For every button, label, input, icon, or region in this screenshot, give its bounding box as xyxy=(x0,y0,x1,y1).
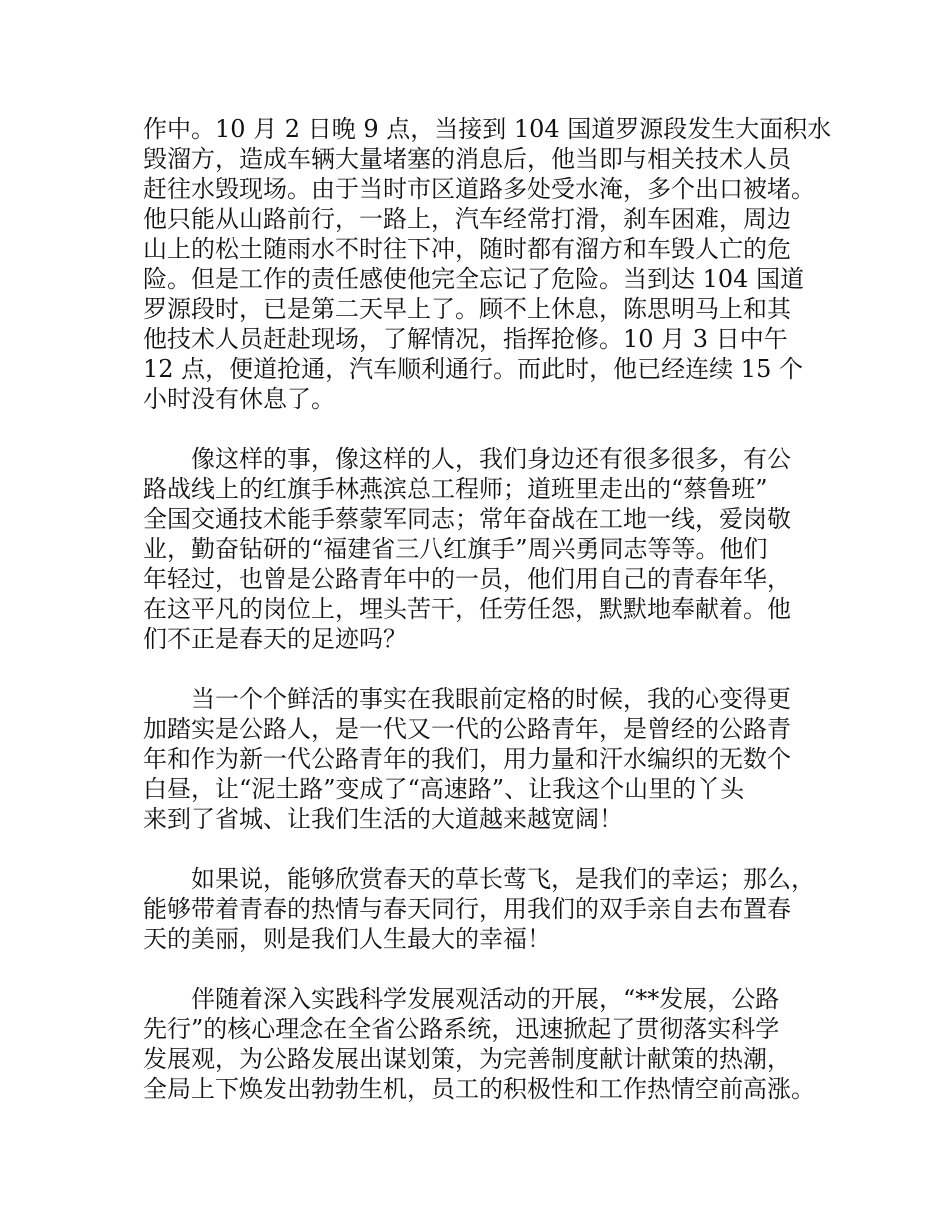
paragraph-2 xyxy=(143,444,833,654)
text-line: 险。但是工作的责任感使他完全忘记了危险。当到达 104 国道 xyxy=(143,265,805,293)
text-line: 先行”的核心理念在全省公路系统，迅速掀起了贯彻落实科学 xyxy=(143,1015,780,1043)
text-line: 全局上下焕发出勃勃生机，员工的积极性和工作热情空前高涨。 xyxy=(143,1075,815,1103)
text-line: 天的美丽，则是我们人生最大的幸福！ xyxy=(143,925,551,953)
text-line: 发展观，为公路发展出谋划策，为完善制度献计献策的热潮， xyxy=(143,1045,791,1073)
text-line: 年轻过，也曾是公路青年中的一员，他们用自己的青春年华， xyxy=(143,565,791,593)
text-line: 山上的松土随雨水不时往下冲，随时都有溜方和车毁人亡的危 xyxy=(143,235,791,263)
text-line: 当一个个鲜活的事实在我眼前定格的时候，我的心变得更 xyxy=(143,685,791,713)
text-line: 白昼，让“泥土路”变成了“高速路”、让我这个山里的丫头 xyxy=(143,775,745,803)
text-line: 他技术人员赶赴现场，了解情况，指挥抢修。10 月 3 日中午 xyxy=(143,325,788,353)
text-line: 作中。10 月 2 日晚 9 点，当接到 104 国道罗源段发生大面积水 xyxy=(143,115,832,143)
text-line: 赶往水毁现场。由于当时市区道路多处受水淹，多个出口被堵。 xyxy=(143,175,815,203)
text-line: 全国交通技术能手蔡蒙军同志；常年奋战在工地一线，爱岗敬 xyxy=(143,505,791,533)
text-line: 业，勤奋钻研的“福建省三八红旗手”周兴勇同志等等。他们 xyxy=(143,535,768,563)
document-body xyxy=(143,114,833,1104)
text-line: 路战线上的红旗手林燕滨总工程师；道班里走出的“蔡鲁班” xyxy=(143,475,768,503)
paragraph-4 xyxy=(143,864,833,954)
text-line: 12 点，便道抢通，汽车顺利通行。而此时，他已经连续 15 个 xyxy=(143,355,803,383)
text-line: 来到了省城、让我们生活的大道越来越宽阔！ xyxy=(143,805,623,833)
text-line: 年和作为新一代公路青年的我们，用力量和汗水编织的无数个 xyxy=(143,745,791,773)
paragraph-3 xyxy=(143,684,833,834)
text-line: 在这平凡的岗位上，埋头苦干，任劳任怨，默默地奉献着。他 xyxy=(143,595,791,623)
text-line: 毁溜方，造成车辆大量堵塞的消息后，他当即与相关技术人员 xyxy=(143,145,791,173)
paragraph-1 xyxy=(143,114,833,414)
text-line: 伴随着深入实践科学发展观活动的开展，“**发展，公路 xyxy=(143,985,780,1013)
text-line: 如果说，能够欣赏春天的草长莺飞，是我们的幸运；那么， xyxy=(143,865,815,893)
text-line: 罗源段时，已是第二天早上了。顾不上休息，陈思明马上和其 xyxy=(143,295,791,323)
paragraph-5 xyxy=(143,984,833,1104)
text-line: 能够带着青春的热情与春天同行，用我们的双手亲自去布置春 xyxy=(143,895,791,923)
text-line: 他只能从山路前行，一路上，汽车经常打滑，刹车困难，周边 xyxy=(143,205,791,233)
text-line: 加踏实是公路人，是一代又一代的公路青年，是曾经的公路青 xyxy=(143,715,791,743)
text-line: 像这样的事，像这样的人，我们身边还有很多很多，有公 xyxy=(143,445,791,473)
text-line: 们不正是春天的足迹吗？ xyxy=(143,625,407,653)
text-line: 小时没有休息了。 xyxy=(143,385,335,413)
